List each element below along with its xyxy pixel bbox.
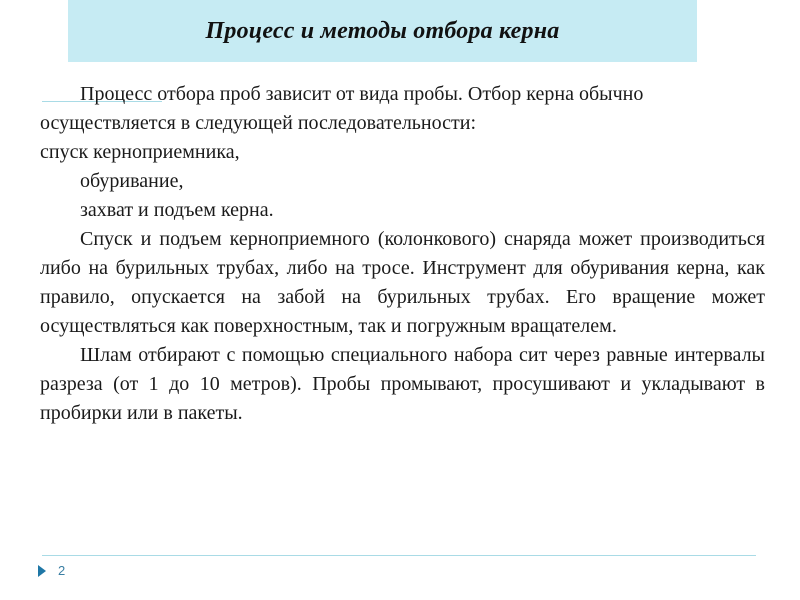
chevron-right-icon [38, 565, 46, 577]
slide-body [40, 80, 765, 428]
title-banner [68, 0, 697, 62]
cuttings-paragraph: Шлам отбирают с помощью специального набора сит через равные интервалы разреза (от 1 до 10 метров). Пробы промывают, просушивают и укладывают в пробирки или в пакеты. [40, 344, 765, 424]
slide-title: Процесс и методы отбора керна [205, 17, 560, 44]
step-item: захват и подъем керна. [80, 199, 274, 221]
page-footer [38, 563, 65, 578]
step-item: обуривание, [80, 170, 184, 192]
page-number: 2 [58, 563, 66, 578]
intro-paragraph: Процесс отбора проб зависит от вида пробы. Отбор керна обычно осуществляется в следующей последовательности: [40, 83, 644, 134]
bottom-divider [42, 555, 756, 556]
lowering-paragraph: Спуск и подъем керноприемного (колонкового) снаряда может производиться либо на бурильных трубах, либо на тросе. Инструмент для обуривания керна, как правило, опускается на забой на бурильных трубах. Его вращение может осуществляться как поверхностным, так и погружным вращателем. [40, 228, 765, 337]
step-item: спуск керноприемника, [40, 141, 240, 163]
